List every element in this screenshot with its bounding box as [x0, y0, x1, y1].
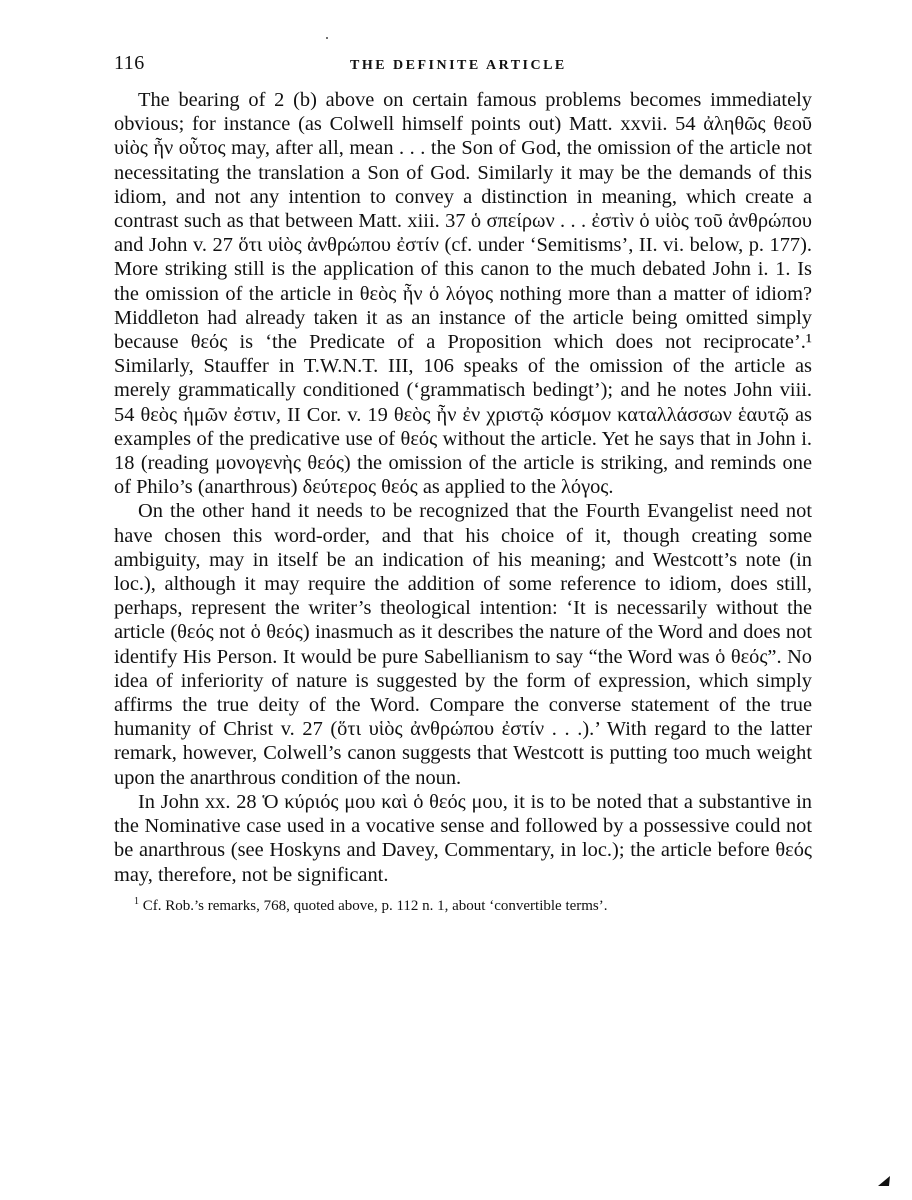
page-number: 116	[114, 52, 145, 74]
footnote-text: Cf. Rob.’s remarks, 768, quoted above, p. 112 n. 1, about ‘convertible terms’.	[142, 897, 608, 914]
footnote-marker: 1	[134, 895, 139, 907]
running-head-title: THE DEFINITE ARTICLE	[349, 58, 567, 73]
print-speck	[326, 37, 328, 39]
body-text	[114, 88, 812, 887]
corner-fold-mark-icon	[876, 1172, 892, 1188]
paragraph-1: The bearing of 2 (b) above on certain famous problems becomes immediately obvious; for instance (as Colwell himself points out) Matt. xxvii. 54 ἀληθῶς θεοῦ υἱὸς ἦν οὗτος may, after all, mean . . . the Son of God, the omission of the article not necessitating the translation a Son of God. Similarly it may be the demands of this idiom, and not any intention to convey a distinction in meaning, which create a contrast such as that between Matt. xiii. 37 ὁ σπείρων . . . ἐστὶν ὁ υἱὸς τοῦ ἀνθρώπου and John v. 27 ὅτι υἱὸς ἀνθρώπου ἐστίν (cf. under ‘Semitisms’, II. vi. below, p. 177). More striking still is the application of this canon to the much debated John i. 1. Is the omission of the article in θεὸς ἦν ὁ λόγος nothing more than a matter of idiom? Middleton had already taken it as an instance of the article being omitted simply because θεός is ‘the Predicate of a Proposition which does not reciprocate’.¹ Similarly, Stauffer in T.W.N.T. III, 106 speaks of the omission of the article as merely grammatically conditioned (‘grammatisch bedingt’); and he notes John viii. 54 θεὸς ἡμῶν ἐστιν, II Cor. v. 19 θεὸς ἦν ἐν χριστῷ κόσμον καταλλάσσων ἑαυτῷ as examples of the predicative use of θεός without the article. Yet he says that in John i. 18 (reading μονογενὴς θεός) the omission of the article is striking, and reminds one of Philo’s (anarthrous) δεύτερος θεός as applied to the λόγος.	[114, 89, 812, 499]
running-head	[114, 52, 812, 82]
book-page	[114, 52, 812, 916]
paragraph-3: In John xx. 28 Ὁ κύριός μου καὶ ὁ θεός μου, it is to be noted that a substantive in the Nominative case used in a vocative sense and followed by a possessive could not be anarthrous (see Hoskyns and Davey, Commentary, in loc.); the article before θεός may, therefore, not be significant.	[114, 790, 812, 886]
paragraph-2: On the other hand it needs to be recognized that the Fourth Evangelist need not have chosen this word-order, and that his choice of it, though creating some ambiguity, may in itself be an indication of his meaning; and Westcott’s note (in loc.), although it may require the addition of some reference to idiom, does still, perhaps, represent the writer’s theological intention: ‘It is necessarily without the article (θεός not ὁ θεός) inasmuch as it describes the nature of the Word and does not identify His Person. It would be pure Sabellianism to say “the Word was ὁ θεός”. No idea of inferiority of nature is suggested by the form of expression, which simply affirms the true deity of the Word. Compare the converse statement of the true humanity of Christ v. 27 (ὅτι υἱὸς ἀνθρώπου ἐστίν . . .).’ With regard to the latter remark, however, Colwell’s canon suggests that Westcott is putting too much weight upon the anarthrous condition of the noun.	[114, 500, 812, 789]
footnote	[114, 892, 812, 916]
